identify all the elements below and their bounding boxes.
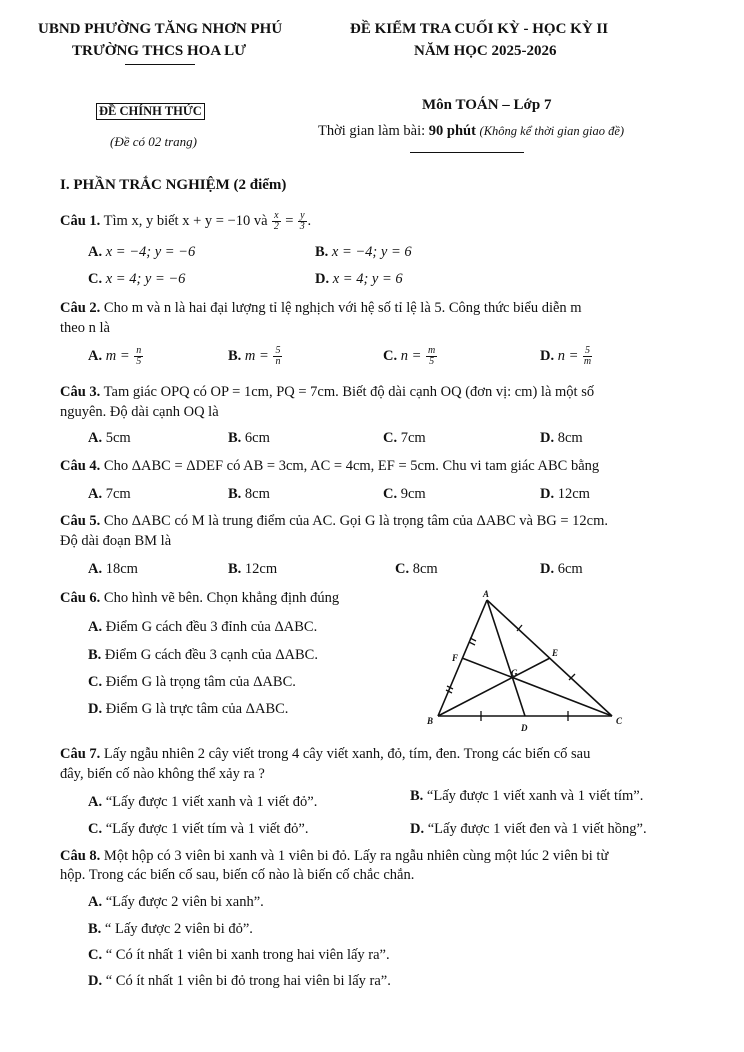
question-2-line2: theo n là [60,320,110,336]
option-c[interactable]: C. x = 4; y = −6 [88,271,186,287]
section-title: I. PHẦN TRẮC NGHIỆM (2 điểm) [60,177,287,193]
time-prefix: Thời gian làm bài: [318,123,429,139]
time-line [318,123,624,140]
question-3-line2: nguyên. Độ dài cạnh OQ là [60,404,219,420]
option-a[interactable]: A. “Lấy được 1 viết xanh và 1 viết đỏ”. [88,794,318,810]
period: . [307,212,312,229]
option-a[interactable]: A. m = $\frac{n}{5}$ [88,345,142,367]
option-b[interactable]: B. 8cm [228,486,270,502]
point-D-label: D [521,723,528,733]
pages-note: (Đề có 02 trang) [110,134,198,149]
question-1 [60,211,311,232]
option-b[interactable]: B. “ Lấy được 2 viên bi đỏ”. [88,921,253,937]
question-3: Câu 3. Tam giác OPQ có OP = 1cm, PQ = 7cm. Biết độ dài cạnh OQ (đơn vị: cm) là một số [60,384,595,400]
option-b[interactable]: B. m = $\frac{5}{n}$ [228,345,281,367]
school-district: UBND PHƯỜNG TĂNG NHƠN PHÚ [38,21,283,37]
school-name: TRƯỜNG THCS HOA LƯ [72,43,247,59]
school-year: NĂM HỌC 2025-2026 [414,43,557,59]
vertex-C-label: C [616,716,623,726]
option-a[interactable]: A. x = −4; y = −6 [88,244,196,260]
question-label: Câu 1. [60,212,101,229]
option-b[interactable]: B. 6cm [228,430,270,446]
option-c[interactable]: C. 9cm [383,486,426,502]
question-6: Câu 6. Cho hình vẽ bên. Chọn khẳng định đúng [60,590,340,606]
option-b[interactable]: B. Điểm G cách đều 3 cạnh của ΔABC. [88,647,318,663]
time-note: (Không kể thời gian giao đề) [479,124,625,138]
option-c[interactable]: C. “ Có ít nhất 1 viên bi xanh trong hai viên lấy ra”. [88,947,390,963]
subject: Môn TOÁN – Lớp 7 [422,97,552,113]
option-c[interactable]: C. 7cm [383,430,426,446]
option-b[interactable]: B. 12cm [228,561,278,577]
official-label: ĐỀ CHÍNH THỨC [96,103,205,120]
option-d[interactable]: D. “ Có ít nhất 1 viên bi đỏ trong hai viên bi lấy ra”. [88,973,391,989]
option-d[interactable]: D. 6cm [540,561,583,577]
fraction-x-over-2: $\frac{x}{2}$ [273,210,279,232]
question-5-line2: Độ dài đoạn BM là [60,533,172,549]
median-CF [462,658,612,716]
question-8-line2: hộp. Trong các biến cố sau, biến cố nào là biến cố chắc chắn. [60,867,415,883]
option-a[interactable]: A. 18cm [88,561,138,577]
vertex-A-label: A [483,589,490,599]
option-b[interactable]: B. x = −4; y = 6 [315,244,412,260]
question-7-line2: đây, biến cố nào không thể xảy ra ? [60,766,265,782]
question-7: Câu 7. Lấy ngẫu nhiên 2 cây viết trong 4 cây viết xanh, đỏ, tím, đen. Trong các biến cố sau [60,746,591,762]
option-a[interactable]: A. 5cm [88,430,131,446]
option-d[interactable]: D. x = 4; y = 6 [315,271,403,287]
triangle-figure [420,588,630,738]
equals-sign: = [285,212,294,229]
question-2: Câu 2. Cho m và n là hai đại lượng tỉ lệ nghịch với hệ số tỉ lệ là 5. Công thức biểu diễn m [60,300,582,316]
vertex-B-label: B [427,716,434,726]
option-d[interactable]: D. Điểm G là trực tâm của ΔABC. [88,701,289,717]
option-a[interactable]: A. Điểm G cách đều 3 đỉnh của ΔABC. [88,619,318,635]
option-c[interactable]: C. n = $\frac{m}{5}$ [383,345,436,367]
time-underline [410,152,524,153]
option-c[interactable]: C. “Lấy được 1 viết tím và 1 viết đỏ”. [88,821,309,837]
point-F-label: F [452,653,459,663]
option-d[interactable]: D. 8cm [540,430,583,446]
question-8: Câu 8. Một hộp có 3 viên bi xanh và 1 viên bi đỏ. Lấy ra ngẫu nhiên cùng một lúc 2 viên bi từ [60,848,609,864]
question-5: Câu 5. Cho ΔABC có M là trung điểm của AC. Gọi G là trọng tâm của ΔABC và BG = 12cm. [60,513,608,529]
option-c[interactable]: C. 8cm [395,561,438,577]
point-G-label: G [511,668,518,678]
exam-title: ĐỀ KIỂM TRA CUỐI KỲ - HỌC KỲ II [350,21,609,37]
option-d[interactable]: D. n = $\frac{5}{m}$ [540,345,592,367]
question-4: Câu 4. Cho ΔABC = ΔDEF có AB = 3cm, AC = 4cm, EF = 5cm. Chu vi tam giác ABC bằng [60,458,600,474]
header-divider [125,64,195,65]
question-text: Tìm x, y biết x + y = −10 và [100,212,272,229]
point-E-label: E [552,648,559,658]
fraction-y-over-3: $\frac{y}{3}$ [299,210,305,232]
median-BE [438,658,550,716]
option-d[interactable]: D. 12cm [540,486,590,502]
option-c[interactable]: C. Điểm G là trọng tâm của ΔABC. [88,674,296,690]
time-value: 90 phút [428,123,476,139]
option-d[interactable]: D. “Lấy được 1 viết đen và 1 viết hồng”. [410,821,647,837]
option-b[interactable]: B. “Lấy được 1 viết xanh và 1 viết tím”. [410,788,644,804]
option-a[interactable]: A. “Lấy được 2 viên bi xanh”. [88,894,264,910]
option-a[interactable]: A. 7cm [88,486,131,502]
tick-AF-2 [469,642,475,645]
